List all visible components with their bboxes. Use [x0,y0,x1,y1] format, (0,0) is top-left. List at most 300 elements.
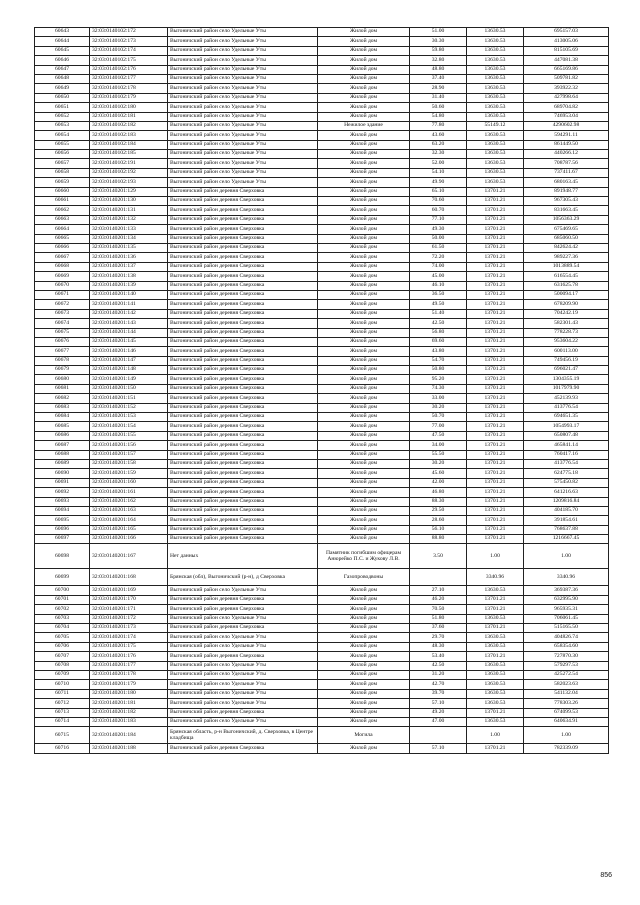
specific-value-cell: 13701.21 [467,309,524,318]
area-cell: 51.00 [410,28,467,37]
object-type-cell: Жилой дом [318,178,410,187]
area-cell: 31.20 [410,671,467,680]
object-type-cell: Газопроводвоны [318,569,410,586]
area-cell: 37.60 [410,624,467,633]
address-cell: Выгоничский район село Удельные Уты [168,103,318,112]
cadastral-number-cell: 32:03:0140201:150 [90,384,168,393]
area-cell: 30.20 [410,403,467,412]
specific-value-cell: 13701.21 [467,253,524,262]
table-row [35,516,609,525]
cadastral-number-cell: 32:03:0140201:174 [90,633,168,642]
cadastral-number-cell: 32:03:0140201:180 [90,689,168,698]
cadastral-value-cell: 695157.03 [524,28,609,37]
cadastral-value-cell: 616554.45 [524,272,609,281]
address-cell: Выгоничский район село Удельные Уты [168,661,318,670]
cadastral-number-cell: 32:03:0140102:191 [90,159,168,168]
row-number-cell: 60660 [35,187,90,196]
row-number-cell: 60710 [35,680,90,689]
table-row [35,281,609,290]
object-type-cell: Жилой дом [318,605,410,614]
specific-value-cell: 13630.53 [467,699,524,708]
address-cell: Выгоничский район село Удельные Уты [168,28,318,37]
table-row [35,652,609,661]
cadastral-value-cell: 1017979.90 [524,384,609,393]
table-row [35,168,609,177]
cadastral-number-cell: 32:03:0140102:173 [90,37,168,46]
specific-value-cell: 13701.21 [467,290,524,299]
object-type-cell: Памятник погибшим офицерам Анюрейко П.С. и Жукову Л.В. [318,544,410,569]
object-type-cell: Жилой дом [318,431,410,440]
address-cell: Выгоничский район село Удельные Уты [168,121,318,130]
cadastral-number-cell: 32:03:0140201:182 [90,708,168,717]
cadastral-value-cell: 815105.69 [524,46,609,55]
table-row [35,84,609,93]
row-number-cell: 60662 [35,206,90,215]
table-row [35,535,609,544]
specific-value-cell: 13701.21 [467,478,524,487]
specific-value-cell: 13630.53 [467,178,524,187]
row-number-cell: 60707 [35,652,90,661]
object-type-cell: Жилой дом [318,197,410,206]
cadastral-number-cell: 32:03:0140201:163 [90,506,168,515]
specific-value-cell: 13701.21 [467,488,524,497]
object-type-cell: Жилой дом [318,140,410,149]
row-number-cell: 60668 [35,262,90,271]
object-type-cell: Жилой дом [318,328,410,337]
specific-value-cell: 13701.21 [467,441,524,450]
row-number-cell: 60669 [35,272,90,281]
specific-value-cell: 13630.53 [467,74,524,83]
table-row [35,225,609,234]
cadastral-number-cell: 32:03:0140102:182 [90,121,168,130]
address-cell: Выгоничский район село Удельные Уты [168,671,318,680]
table-row [35,28,609,37]
table-row [35,309,609,318]
row-number-cell: 60693 [35,497,90,506]
object-type-cell: Жилой дом [318,661,410,670]
area-cell: 33.00 [410,394,467,403]
row-number-cell: 60646 [35,56,90,65]
table-row [35,478,609,487]
cadastral-value-cell: 727870.30 [524,652,609,661]
cadastral-number-cell: 32:03:0140201:149 [90,375,168,384]
specific-value-cell: 13701.21 [467,497,524,506]
cadastral-value-cell: 640634.91 [524,717,609,726]
table-row [35,689,609,698]
specific-value-cell: 3340.96 [467,569,524,586]
cadastral-value-cell: 413776.54 [524,403,609,412]
cadastral-value-cell: 708787.56 [524,159,609,168]
object-type-cell: Жилой дом [318,206,410,215]
row-number-cell: 60685 [35,422,90,431]
specific-value-cell: 13630.53 [467,680,524,689]
area-cell: 32.80 [410,56,467,65]
cadastral-value-cell: 967305.43 [524,197,609,206]
row-number-cell: 60713 [35,708,90,717]
row-number-cell: 60705 [35,633,90,642]
row-number-cell: 60654 [35,131,90,140]
cadastral-number-cell: 32:03:0140201:171 [90,605,168,614]
row-number-cell: 60648 [35,74,90,83]
cadastral-value-cell: 685060.50 [524,234,609,243]
area-cell: 59.80 [410,46,467,55]
object-type-cell: Жилой дом [318,366,410,375]
object-type-cell: Жилой дом [318,717,410,726]
cadastral-value-cell: 694651.35 [524,413,609,422]
address-cell: Выгоничский район село Удельные Уты [168,178,318,187]
cadastral-number-cell: 32:03:0140102:177 [90,74,168,83]
specific-value-cell: 13701.21 [467,262,524,271]
cadastral-number-cell: 32:03:0140201:138 [90,272,168,281]
row-number-cell: 60711 [35,689,90,698]
address-cell: Выгоничский район деревня Сверховка [168,450,318,459]
specific-value-cell: 13701.21 [467,384,524,393]
cadastral-value-cell: 594291.11 [524,131,609,140]
table-row [35,680,609,689]
object-type-cell: Жилой дом [318,234,410,243]
address-cell: Выгоничский район село Удельные Уты [168,56,318,65]
address-cell: Выгоничский район село Удельные Уты [168,633,318,642]
table-row [35,93,609,102]
area-cell: 46.10 [410,281,467,290]
cadastral-value-cell: 582023.63 [524,680,609,689]
cadastral-value-cell: 689704.82 [524,103,609,112]
address-cell: Брянская (обл), Выгоничский (р-н), д Сверховка [168,569,318,586]
area-cell: 70.50 [410,605,467,614]
area-cell: 61.50 [410,243,467,252]
object-type-cell: Жилой дом [318,525,410,534]
cadastral-value-cell: 575450.82 [524,478,609,487]
area-cell: 42.00 [410,478,467,487]
row-number-cell: 60659 [35,178,90,187]
table-row [35,506,609,515]
specific-value-cell: 13701.21 [467,197,524,206]
address-cell: Выгоничский район деревня Сверховка [168,535,318,544]
address-cell: Выгоничский район село Удельные Уты [168,150,318,159]
cadastral-number-cell: 32:03:0140201:135 [90,243,168,252]
cadastral-value-cell: 696021.47 [524,366,609,375]
area-cell: 60.70 [410,206,467,215]
cadastral-number-cell: 32:03:0140201:144 [90,328,168,337]
row-number-cell: 60653 [35,121,90,130]
area-cell: 51.40 [410,309,467,318]
cadastral-value-cell: 965935.31 [524,605,609,614]
table-row [35,671,609,680]
row-number-cell: 60694 [35,506,90,515]
row-number-cell: 60706 [35,642,90,651]
object-type-cell: Жилой дом [318,337,410,346]
row-number-cell: 60680 [35,375,90,384]
area-cell: 49.30 [410,225,467,234]
cadastral-value-cell: 515165.50 [524,624,609,633]
cadastral-value-cell: 678209.90 [524,300,609,309]
address-cell: Выгоничский район деревня Сверховка [168,319,318,328]
object-type-cell: Жилой дом [318,506,410,515]
address-cell: Выгоничский район деревня Сверховка [168,347,318,356]
row-number-cell: 60683 [35,403,90,412]
cadastral-value-cell: 953604.22 [524,337,609,346]
table-row [35,605,609,614]
cadastral-value-cell: 440266.12 [524,150,609,159]
table-row [35,262,609,271]
cadastral-value-cell: 861449.50 [524,140,609,149]
specific-value-cell: 13701.21 [467,234,524,243]
area-cell: 48.80 [410,65,467,74]
area-cell: 46.80 [410,488,467,497]
address-cell: Выгоничский район деревня Сверховка [168,441,318,450]
cadastral-value-cell: 675469.65 [524,225,609,234]
table-row [35,131,609,140]
address-cell: Выгоничский район деревня Сверховка [168,652,318,661]
row-number-cell: 60679 [35,366,90,375]
row-number-cell: 60647 [35,65,90,74]
area-cell: 57.10 [410,699,467,708]
specific-value-cell: 13701.21 [467,394,524,403]
specific-value-cell: 13701.21 [467,469,524,478]
table-row [35,290,609,299]
area-cell: 53.40 [410,652,467,661]
address-cell: Выгоничский район деревня Сверховка [168,394,318,403]
table-row [35,403,609,412]
row-number-cell: 60682 [35,394,90,403]
specific-value-cell: 13701.21 [467,624,524,633]
area-cell: 50.70 [410,413,467,422]
cadastral-number-cell: 32:03:0140201:142 [90,309,168,318]
object-type-cell: Жилой дом [318,422,410,431]
cadastral-number-cell: 32:03:0140201:173 [90,624,168,633]
specific-value-cell: 13630.53 [467,642,524,651]
object-type-cell: Жилой дом [318,168,410,177]
area-cell: 50.00 [410,234,467,243]
cadastral-value-cell: 831663.45 [524,206,609,215]
specific-value-cell: 13630.53 [467,103,524,112]
table-row [35,272,609,281]
cadastral-number-cell: 32:03:0140201:139 [90,281,168,290]
address-cell: Выгоничский район деревня Сверховка [168,356,318,365]
address-cell: Выгоничский район село Удельные Уты [168,112,318,121]
object-type-cell: Жилой дом [318,595,410,604]
cadastral-value-cell: 582301.43 [524,319,609,328]
specific-value-cell: 13701.21 [467,605,524,614]
cadastral-number-cell: 32:03:0140102:192 [90,168,168,177]
cadastral-value-cell: 413776.54 [524,459,609,468]
cadastral-value-cell: 1056363.29 [524,215,609,224]
table-row [35,319,609,328]
specific-value-cell: 13701.21 [467,450,524,459]
table-row [35,300,609,309]
specific-value-cell: 13630.53 [467,717,524,726]
address-cell: Выгоничский район село Удельные Уты [168,93,318,102]
row-number-cell: 60692 [35,488,90,497]
row-number-cell: 60661 [35,197,90,206]
row-number-cell: 60704 [35,624,90,633]
cadastral-value-cell: 706061.45 [524,614,609,623]
object-type-cell: Жилой дом [318,56,410,65]
cadastral-number-cell: 32:03:0140102:179 [90,93,168,102]
table-row [35,633,609,642]
cadastral-value-cell: 737411.67 [524,168,609,177]
address-cell: Выгоничский район деревня Сверховка [168,478,318,487]
table-row [35,413,609,422]
row-number-cell: 60703 [35,614,90,623]
area-cell: 42.70 [410,680,467,689]
cadastral-value-cell: 4290602.98 [524,121,609,130]
row-number-cell: 60691 [35,478,90,487]
address-cell: Выгоничский район село Удельные Уты [168,131,318,140]
row-number-cell: 60658 [35,168,90,177]
row-number-cell: 60701 [35,595,90,604]
cadastral-value-cell: 778303.26 [524,699,609,708]
object-type-cell: Жилой дом [318,281,410,290]
area-cell: 29.50 [410,506,467,515]
cadastral-value-cell: 768637.88 [524,525,609,534]
address-cell: Нет данных [168,544,318,569]
cadastral-number-cell: 32:03:0140201:132 [90,215,168,224]
object-type-cell: Жилой дом [318,450,410,459]
row-number-cell: 60709 [35,671,90,680]
area-cell: 55.50 [410,450,467,459]
area-cell: 57.10 [410,744,467,753]
object-type-cell: Жилой дом [318,46,410,55]
specific-value-cell: 1.00 [467,544,524,569]
table-row [35,525,609,534]
cadastral-value-cell: 391854.61 [524,516,609,525]
cadastral-number-cell: 32:03:0140201:137 [90,262,168,271]
table-row [35,197,609,206]
specific-value-cell: 1.00 [467,727,524,744]
area-cell: 54.10 [410,168,467,177]
table-row [35,384,609,393]
table-row [35,337,609,346]
specific-value-cell: 13701.21 [467,225,524,234]
object-type-cell: Жилой дом [318,680,410,689]
object-type-cell: Жилой дом [318,37,410,46]
cadastral-number-cell: 32:03:0140201:162 [90,497,168,506]
row-number-cell: 60672 [35,300,90,309]
cadastral-value-cell: 369387.36 [524,586,609,595]
object-type-cell: Жилой дом [318,413,410,422]
row-number-cell: 60675 [35,328,90,337]
area-cell: 72.20 [410,253,467,262]
cadastral-value-cell: 541132.04 [524,689,609,698]
specific-value-cell: 13630.53 [467,65,524,74]
cadastral-value-cell: 509781.82 [524,74,609,83]
object-type-cell: Жилой дом [318,103,410,112]
table-row [35,699,609,708]
specific-value-cell: 13630.53 [467,56,524,65]
object-type-cell: Жилой дом [318,65,410,74]
table-row [35,488,609,497]
specific-value-cell: 13701.21 [467,744,524,753]
address-cell: Выгоничский район деревня Сверховка [168,262,318,271]
address-cell: Выгоничский район село Удельные Уты [168,65,318,74]
object-type-cell: Жилой дом [318,93,410,102]
cadastral-number-cell: 32:03:0140201:156 [90,441,168,450]
specific-value-cell: 13701.21 [467,337,524,346]
object-type-cell: Жилой дом [318,642,410,651]
cadastral-value-cell: 465841.14 [524,441,609,450]
address-cell: Выгоничский район село Удельные Уты [168,586,318,595]
specific-value-cell: 13701.21 [467,652,524,661]
row-number-cell: 60695 [35,516,90,525]
cadastral-number-cell: 32:03:0140201:181 [90,699,168,708]
specific-value-cell: 13701.21 [467,206,524,215]
table-row [35,46,609,55]
area-cell: 51.80 [410,614,467,623]
cadastral-number-cell: 32:03:0140201:184 [90,727,168,744]
area-cell: 31.40 [410,93,467,102]
table-row [35,497,609,506]
cadastral-number-cell: 32:03:0140201:164 [90,516,168,525]
cadastral-value-cell: 600113.00 [524,347,609,356]
cadastral-value-cell: 404185.70 [524,506,609,515]
row-number-cell: 60670 [35,281,90,290]
specific-value-cell: 13701.21 [467,300,524,309]
row-number-cell: 60677 [35,347,90,356]
cadastral-value-cell: 500094.17 [524,290,609,299]
address-cell: Выгоничский район село Удельные Уты [168,84,318,93]
table-row [35,178,609,187]
object-type-cell: Могила [318,727,410,744]
cadastral-number-cell: 32:03:0140201:177 [90,661,168,670]
cadastral-value-cell: 1013889.54 [524,262,609,271]
specific-value-cell: 13630.53 [467,84,524,93]
address-cell: Выгоничский район деревня Сверховка [168,215,318,224]
area-cell: 77.80 [410,121,467,130]
table-row [35,717,609,726]
table-row [35,595,609,604]
object-type-cell: Жилой дом [318,84,410,93]
address-cell: Выгоничский район деревня Сверховка [168,595,318,604]
table-row [35,65,609,74]
row-number-cell: 60656 [35,150,90,159]
area-cell: 56.80 [410,328,467,337]
address-cell: Выгоничский район деревня Сверховка [168,488,318,497]
area-cell: 43.80 [410,347,467,356]
row-number-cell: 60655 [35,140,90,149]
address-cell: Выгоничский район деревня Сверховка [168,605,318,614]
specific-value-cell: 13701.21 [467,413,524,422]
table-row [35,74,609,83]
row-number-cell: 60650 [35,93,90,102]
table-row [35,121,609,130]
object-type-cell: Жилой дом [318,689,410,698]
address-cell: Выгоничский район деревня Сверховка [168,431,318,440]
cadastral-number-cell: 32:03:0140201:170 [90,595,168,604]
specific-value-cell: 13630.53 [467,93,524,102]
row-number-cell: 60645 [35,46,90,55]
area-cell: 28.60 [410,516,467,525]
table-row [35,569,609,586]
table-row [35,347,609,356]
area-cell: 34.00 [410,441,467,450]
object-type-cell: Жилой дом [318,394,410,403]
address-cell: Выгоничский район деревня Сверховка [168,328,318,337]
cadastral-number-cell: 32:03:0140201:146 [90,347,168,356]
object-type-cell: Жилой дом [318,614,410,623]
cadastral-number-cell: 32:03:0140201:151 [90,394,168,403]
object-type-cell: Жилой дом [318,384,410,393]
cadastral-number-cell: 32:03:0140201:148 [90,366,168,375]
address-cell: Выгоничский район деревня Сверховка [168,197,318,206]
cadastral-value-cell: 447081.38 [524,56,609,65]
cadastral-number-cell: 32:03:0140102:178 [90,84,168,93]
cadastral-value-cell: 650807.48 [524,431,609,440]
area-cell: 47.50 [410,431,467,440]
cadastral-number-cell: 32:03:0140201:152 [90,403,168,412]
area-cell: 28.90 [410,84,467,93]
address-cell: Выгоничский район село Удельные Уты [168,159,318,168]
